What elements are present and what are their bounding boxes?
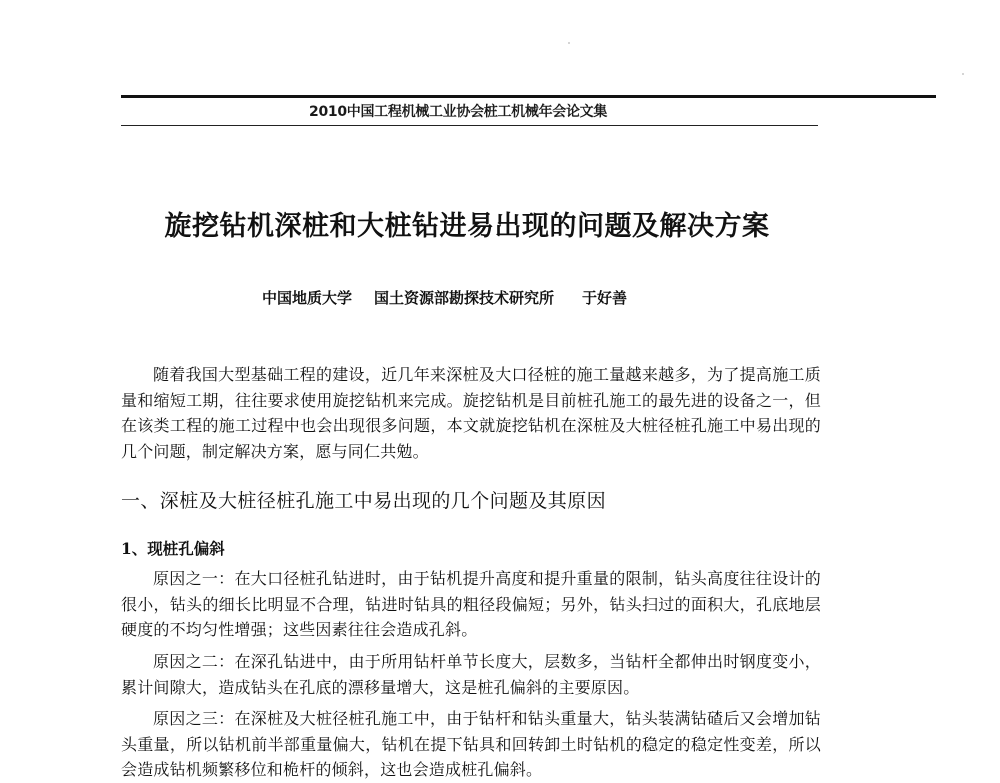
- author-name: 于好善: [582, 289, 628, 307]
- author-line: [262, 287, 627, 308]
- scan-speck: [568, 42, 570, 44]
- header-rule-thin: [121, 125, 818, 126]
- intro-paragraph: 随着我国大型基础工程的建设，近几年来深桩及大口径桩的施工量越来越多，为了提高施工质量和缩短工期，往往要求使用旋挖钻机来完成。旋挖钻机是目前桩孔施工的最先进的设备之一，但在该类工程的施工过程中也会出现很多问题，本文就旋挖钻机在深桩及大桩径桩孔施工中易出现的几个问题，制定解决方案，愿与同仁共勉。: [121, 365, 821, 461]
- journal-header: 2010中国工程机械工业协会桩工机械年会论文集: [309, 104, 608, 120]
- affiliation-university: 中国地质大学: [262, 289, 353, 307]
- cause-paragraph-2: 原因之二：在深孔钻进中，由于所用钻杆单节长度大，层数多，当钻杆全都伸出时钢度变小，累计间隙大，造成钻头在孔底的漂移量增大，这是桩孔偏斜的主要原因。: [121, 652, 821, 697]
- cause-paragraph-1: 原因之一：在大口径桩孔钻进时，由于钻机提升高度和提升重量的限制，钻头高度往往设计的很小，钻头的细长比明显不合理，钻进时钻具的粗径段偏短；另外，钻头扫过的面积大，孔底地层硬度的不均匀性增强；这些因素往往会造成孔斜。: [121, 569, 821, 639]
- subsection-heading: 1、现桩孔偏斜: [121, 539, 225, 558]
- paper-title: 旋挖钻机深桩和大桩钻进易出现的问题及解决方案: [164, 211, 770, 242]
- cause-paragraph-3: 原因之三：在深桩及大桩径桩孔施工中，由于钻杆和钻头重量大，钻头装满钻碴后又会增加钻头重量，所以钻机前半部重量偏大，钻机在提下钻具和回转卸土时钻机的稳定的稳定性变差，所以会造成钻机频繁移位和桅杆的倾斜，这也会造成桩孔偏斜。: [121, 709, 821, 779]
- header-rule-thick: [121, 95, 936, 98]
- section-heading: 一、深桩及大桩径桩孔施工中易出现的几个问题及其原因: [121, 490, 607, 512]
- affiliation-institute: 国土资源部勘探技术研究所: [374, 289, 555, 307]
- scan-speck: [962, 73, 964, 75]
